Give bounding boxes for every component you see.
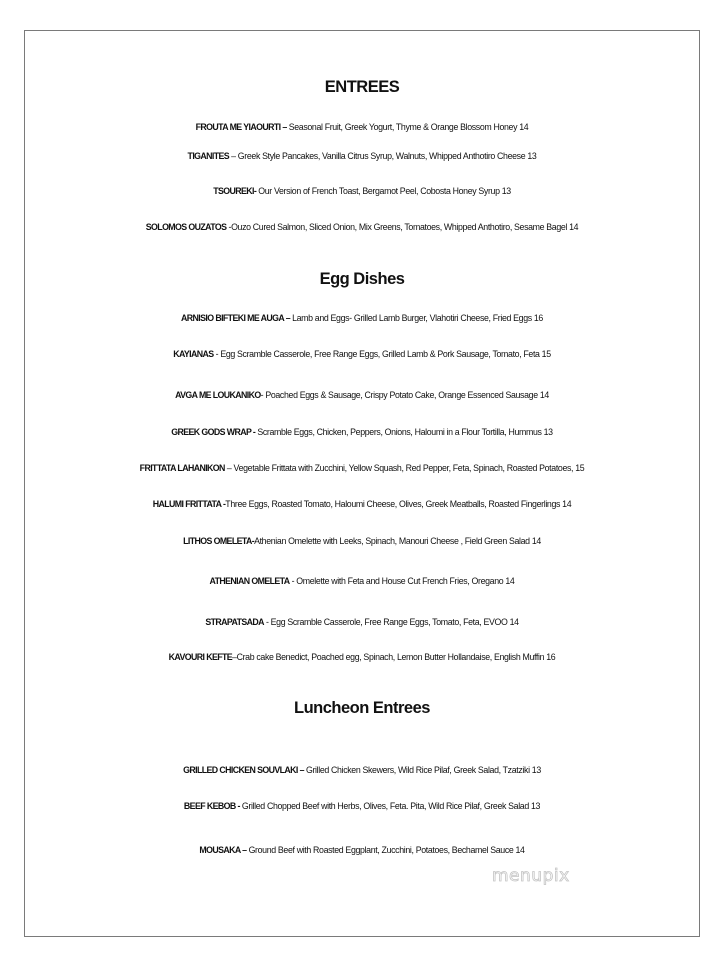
item-name: GRILLED CHICKEN SOUVLAKI –	[183, 765, 304, 775]
watermark-logo: menupix	[492, 866, 570, 886]
item-description: Grilled Chopped Beef with Herbs, Olives, Feta. Pita, Wild Rice Pilaf, Greek Salad 13	[239, 801, 541, 811]
menu-item	[0, 424, 724, 440]
menu-item	[0, 533, 724, 549]
item-name: GREEK GODS WRAP -	[171, 427, 256, 437]
item-description: - Poached Eggs & Sausage, Crispy Potato Cake, Orange Essenced Sausage 14	[260, 390, 549, 400]
menu-item	[0, 346, 724, 362]
item-description: - Omelette with Feta and House Cut French Fries, Oregano 14	[289, 576, 515, 586]
menu-item	[0, 310, 724, 326]
item-description: - Egg Scramble Casserole, Free Range Eggs, Grilled Lamb & Pork Sausage, Tomato, Feta 15	[213, 349, 551, 359]
item-name: AVGA ME LOUKANIKO	[175, 390, 261, 400]
menu-item	[0, 387, 724, 403]
item-name: KAYIANAS	[173, 349, 214, 359]
item-name: LITHOS OMELETA-	[183, 536, 255, 546]
item-description: Seasonal Fruit, Greek Yogurt, Thyme & Orange Blossom Honey 14	[286, 122, 529, 132]
menu-item	[0, 573, 724, 589]
section-heading-egg-dishes: Egg Dishes	[319, 270, 405, 288]
item-name: ARNISIO BIFTEKI ME AUGA –	[181, 313, 290, 323]
item-description: Grilled Chicken Skewers, Wild Rice Pilaf, Greek Salad, Tzatziki 13	[303, 765, 541, 775]
item-name: KAVOURI KEFTE	[168, 652, 233, 662]
item-name: ATHENIAN OMELETA	[209, 576, 290, 586]
menu-item	[0, 119, 724, 135]
item-name: TIGANITES	[187, 151, 230, 161]
item-description: Lamb and Eggs- Grilled Lamb Burger, Vlahotiri Cheese, Fried Eggs 16	[290, 313, 543, 323]
item-name: SOLOMOS OUZATOS	[145, 222, 227, 232]
item-description: – Vegetable Frittata with Zucchini, Yellow Squash, Red Pepper, Feta, Spinach, Roasted Potatoes, 15	[224, 463, 585, 473]
item-description: Scramble Eggs, Chicken, Peppers, Onions, Haloumi in a Flour Tortilla, Hummus 13	[255, 427, 553, 437]
menu-item	[0, 842, 724, 858]
item-name: FROUTA ME YIAOURTI –	[195, 122, 287, 132]
menu-item	[0, 762, 724, 778]
item-name: TSOUREKI-	[213, 186, 257, 196]
item-description: – Greek Style Pancakes, Vanilla Citrus Syrup, Walnuts, Whipped Anthotiro Cheese 13	[229, 151, 537, 161]
menu-item	[0, 183, 724, 199]
section-heading-luncheon: Luncheon Entrees	[294, 699, 430, 717]
item-description: - Egg Scramble Casserole, Free Range Eggs, Tomato, Feta, EVOO 14	[263, 617, 519, 627]
item-name: HALUMI FRITTATA -	[152, 499, 226, 509]
item-name: FRITTATA LAHANIKON	[139, 463, 225, 473]
item-description: Ground Beef with Roasted Eggplant, Zucchini, Potatoes, Bechamel Sauce 14	[246, 845, 525, 855]
menu-item	[0, 460, 724, 476]
menu-item	[0, 649, 724, 665]
menu-item	[0, 219, 724, 235]
item-name: STRAPATSADA	[205, 617, 264, 627]
menu-item	[0, 614, 724, 630]
item-description: -Ouzo Cured Salmon, Sliced Onion, Mix Greens, Tomatoes, Whipped Anthotiro, Sesame Bagel 14	[226, 222, 579, 232]
item-name: MOUSAKA –	[199, 845, 247, 855]
section-heading-entrees: ENTREES	[324, 78, 400, 96]
item-description: Athenian Omelette with Leeks, Spinach, Manouri Cheese , Field Green Salad 14	[254, 536, 541, 546]
menu-item	[0, 496, 724, 512]
item-description: Our Version of French Toast, Bergamot Peel, Cobosta Honey Syrup 13	[256, 186, 511, 196]
item-name: BEEF KEBOB -	[183, 801, 240, 811]
item-description: –Crab cake Benedict, Poached egg, Spinach, Lemon Butter Hollandaise, English Muffin 16	[232, 652, 556, 662]
menu-item	[0, 148, 724, 164]
item-description: Three Eggs, Roasted Tomato, Haloumi Cheese, Olives, Greek Meatballs, Roasted Fingerlings 14	[225, 499, 572, 509]
menu-item	[0, 798, 724, 814]
